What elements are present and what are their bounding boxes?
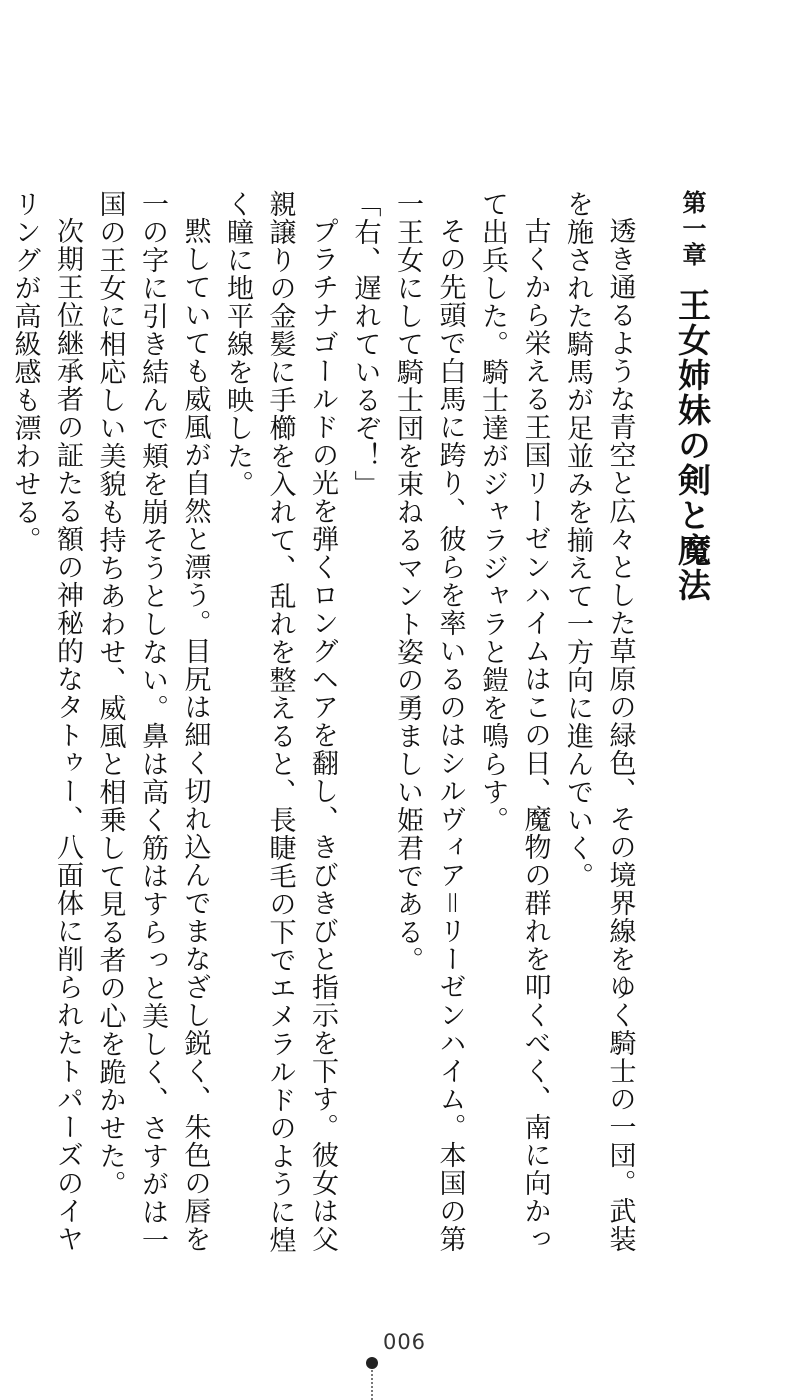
page-number: 006 bbox=[382, 1330, 427, 1354]
chapter-label: 第一章 bbox=[678, 190, 706, 268]
paragraph-2: 古くから栄える王国リーゼンハイムはこの日、魔物の群れを叩くべく、南に向かって出兵した。騎士達がジャラジャラと鎧を鳴らす。 bbox=[477, 190, 551, 1253]
page-marker-dot bbox=[366, 1357, 378, 1369]
dialogue-line: 「右、遅れているぞ！」 bbox=[349, 190, 381, 498]
paragraph-6: 次期王位継承者の証たる額の神秘的なタトゥー、八面体に削られたトパーズのイヤリングが高級感も漂わせる。 bbox=[9, 190, 83, 1253]
paragraph-3: その先頭で白馬に跨り、彼らを率いるのはシルヴィア＝リーゼンハイム。本国の第一王女にして騎士団を束ねるマント姿の勇ましい姫君である。 bbox=[392, 190, 466, 1253]
chapter-title: 王女姉妹の剣と魔法 bbox=[673, 288, 712, 603]
paragraph-1: 透き通るような青空と広々とした草原の緑色、その境界線をゆく騎士の一団。武装を施された騎馬が足並みを揃えて一方向に進んでいく。 bbox=[562, 190, 636, 1253]
paragraph-5: 黙していても威風が自然と漂う。目尻は細く切れ込んでまなざし鋭く、朱色の唇を一の字に引き結んで頬を崩そうとしない。鼻は高く筋はすらっと美しく、さすがは一国の王女に相応しい美貌も持ちあわせ、威風と相乗して見る者の心を跪かせた。 bbox=[94, 190, 211, 1254]
chapter-heading bbox=[671, 190, 714, 1270]
page-marker-line bbox=[371, 1370, 373, 1400]
vertical-text-block bbox=[3, 190, 713, 1270]
paragraph-4: プラチナゴールドの光を弾くロングヘアを翻し、きびきびと指示を下す。彼女は父親譲りの金髪に手櫛を入れて、乱れを整えると、長睫毛の下でエメラルドのように煌く瞳に地平線を映した。 bbox=[222, 190, 338, 1254]
